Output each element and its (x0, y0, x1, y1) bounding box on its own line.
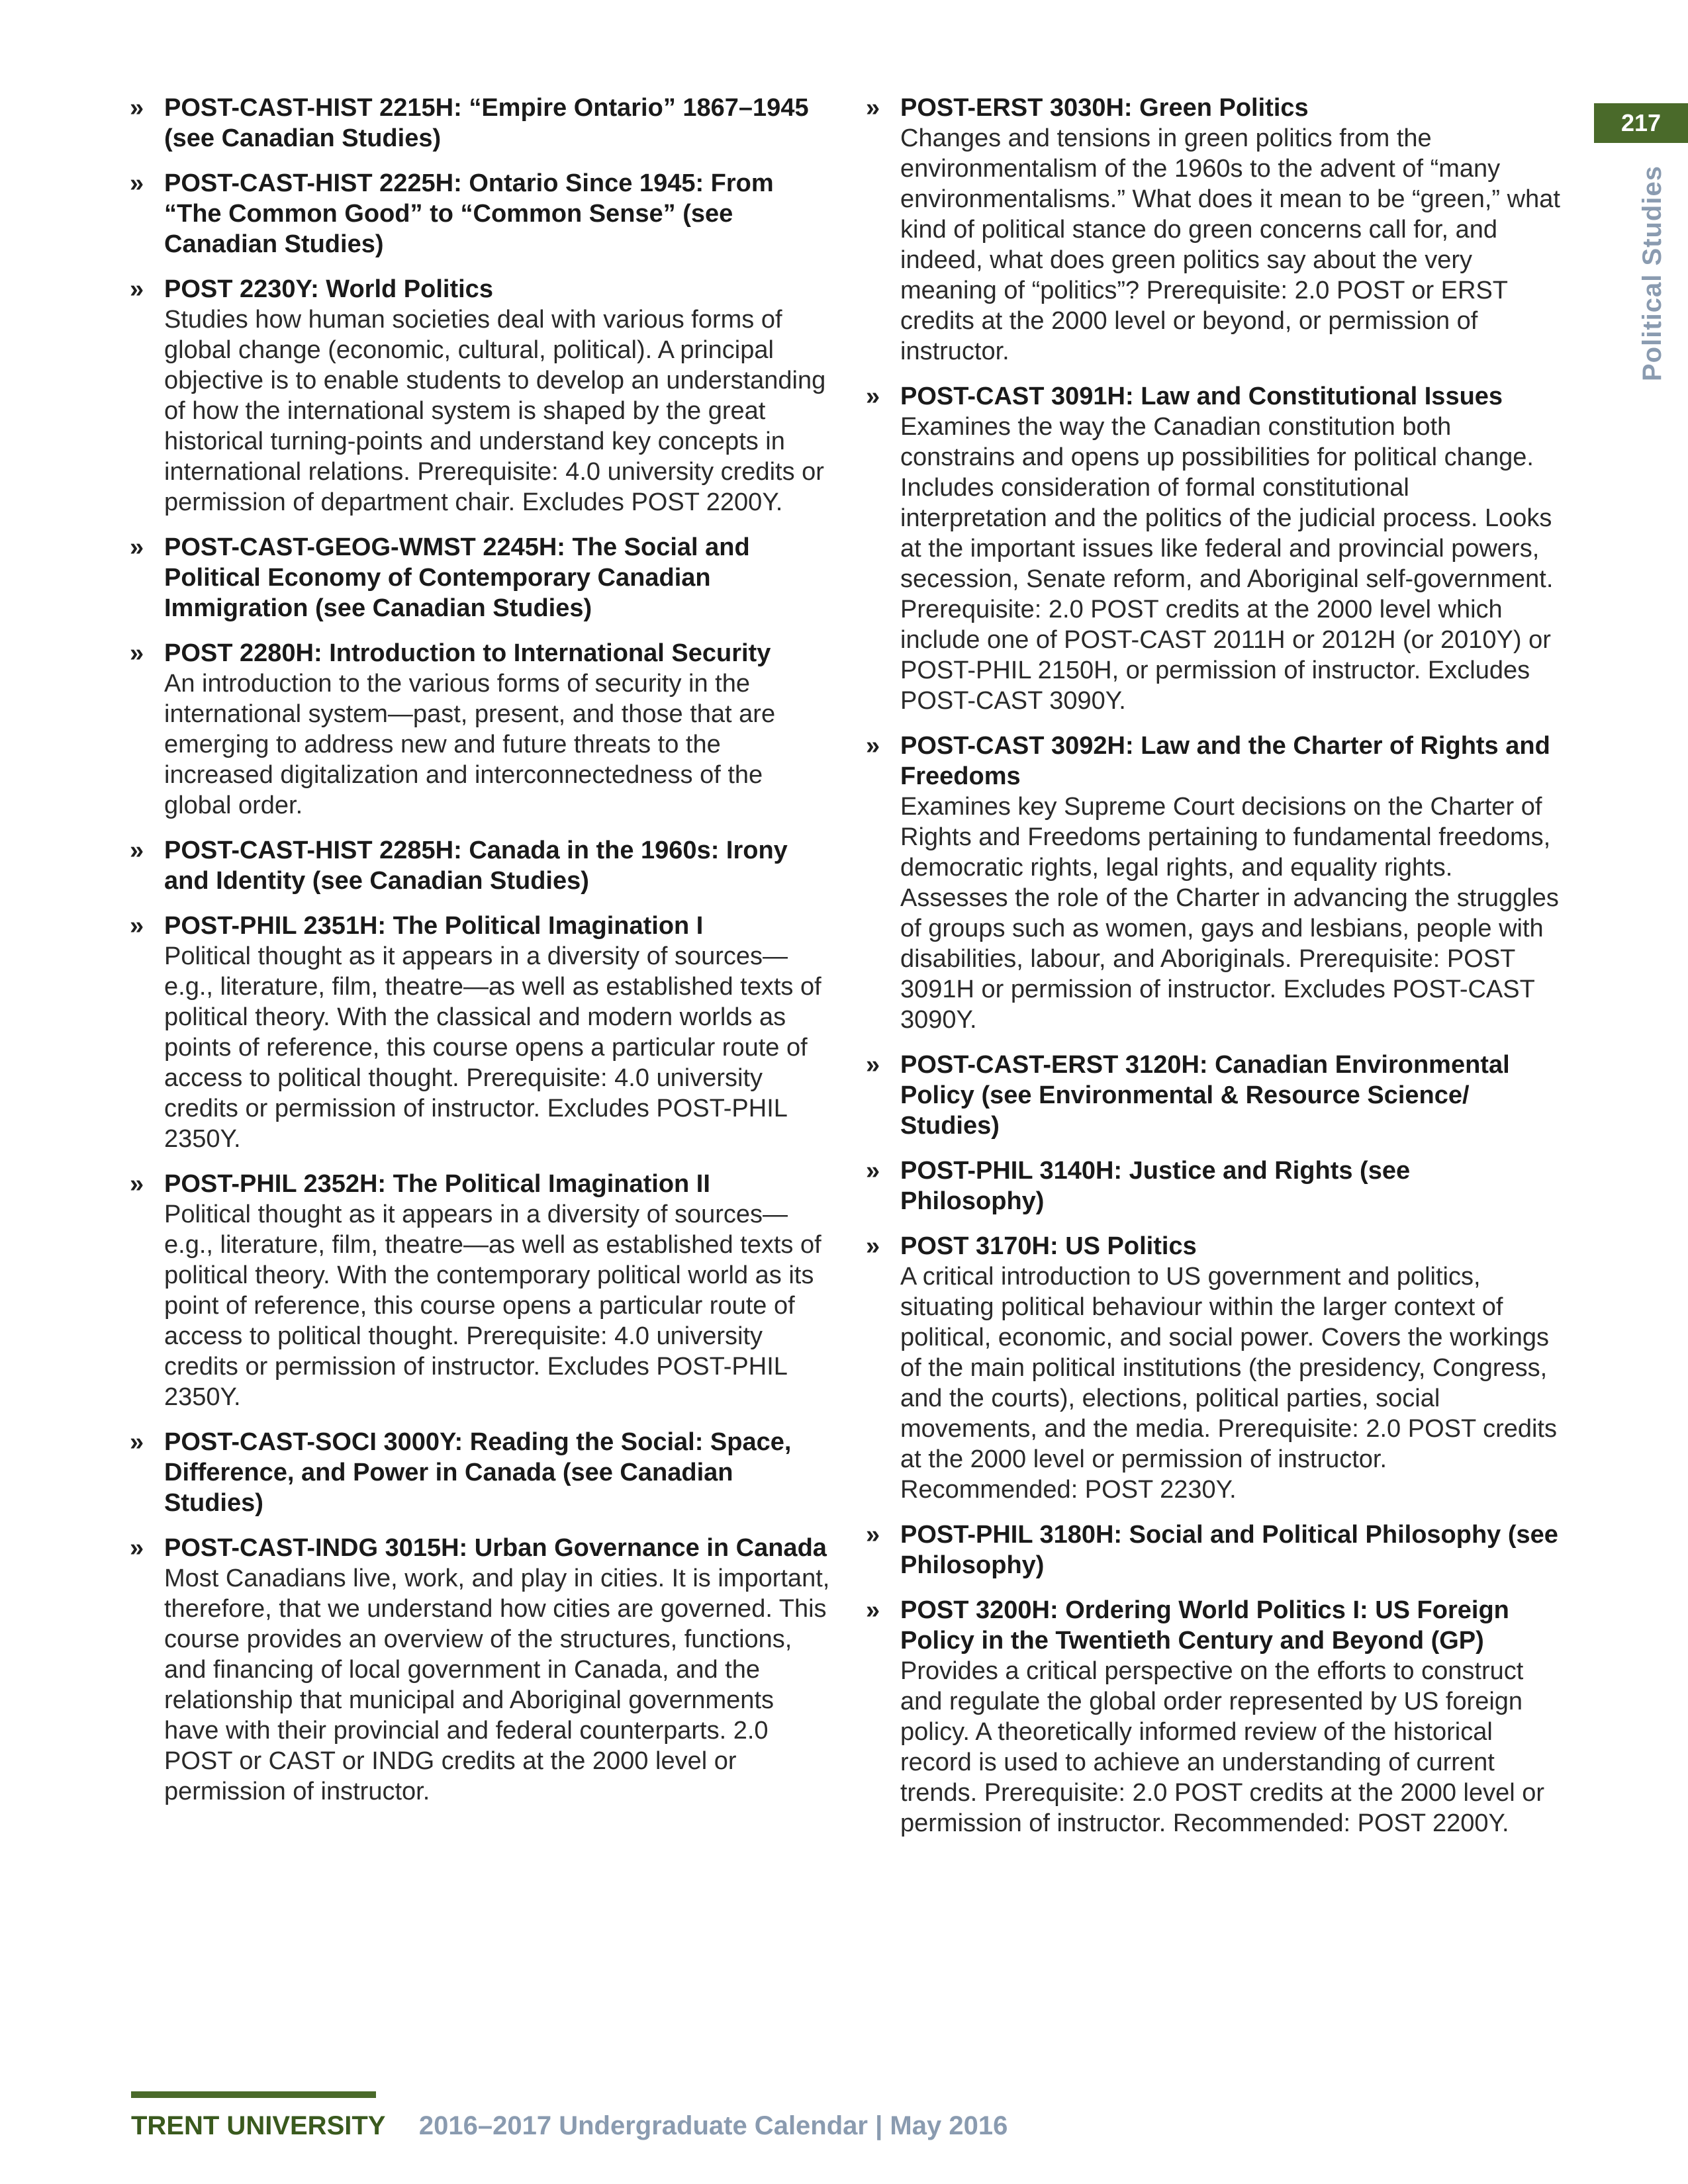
section-side-label-text: Political Studies (1638, 165, 1667, 381)
course-title: POST-PHIL 3140H: Justice and Rights (see Philosophy) (900, 1157, 1411, 1215)
course-title: POST 3200H: Ordering World Politics I: US Foreign Policy in the Twentieth Century and Beyond (GP) (900, 1596, 1509, 1655)
course-description: A critical introduction to US government and politics, situating political behaviour within the larger context of political, economic, and social power. Covers the workings of the main political institutions (the presidency, Congress, and the courts), elections, political parties, social movements, and the media. Prerequisite: 2.0 POST credits at the 2000 level or permission of instructor. Recommended: POST 2230Y. (900, 1263, 1557, 1504)
course-entry (866, 1050, 1561, 1141)
course-entry (130, 1533, 831, 1807)
bullet-marker: » (866, 1521, 880, 1549)
course-description: Changes and tensions in green politics from the environmentalism of the 1960s to the advent of “many environmentalisms.” What does it mean to be “green,” what kind of political stance do green concerns call for, and indeed, what does green politics say about the very meaning of “politics”? Prerequisite: 2.0 POST or ERST credits at the 2000 level or beyond, or permission of instructor. (900, 124, 1560, 365)
bullet-marker: » (130, 1534, 144, 1562)
course-description: Examines key Supreme Court decisions on the Charter of Rights and Freedoms pertaining to fundamental freedoms, democratic rights, legal rights, and equality rights. Assesses the role of the Charter in advancing the struggles of groups such as women, gays and lesbians, people with disabilities, labour, and Aboriginals. Prerequisite: POST 3091H or permission of instructor. Excludes POST-CAST 3090Y. (900, 793, 1559, 1034)
bullet-marker: » (130, 639, 144, 667)
course-title: POST-PHIL 3180H: Social and Political Philosophy (see Philosophy) (900, 1521, 1558, 1579)
course-title: POST-PHIL 2352H: The Political Imagination II (164, 1170, 710, 1198)
course-title: POST-CAST-INDG 3015H: Urban Governance in Canada (164, 1534, 827, 1562)
course-entry (130, 274, 831, 518)
course-description: Provides a critical perspective on the efforts to construct and regulate the global order represented by US foreign policy. A theoretically informed review of the historical record is used to achieve an understanding of current trends. Prerequisite: 2.0 POST credits at the 2000 level or permission of instructor. Recommended: POST 2200Y. (900, 1657, 1545, 1837)
page-number-badge: 217 (1594, 103, 1688, 143)
bullet-marker: » (130, 275, 144, 303)
course-description: Examines the way the Canadian constitution both constrains and opens up possibilities for political change. Includes consideration of formal constitutional interpretation and the politics of the judicial process. Looks at the important issues like federal and provincial powers, secession, Senate reform, and Aboriginal self-government. Prerequisite: 2.0 POST credits at the 2000 level which include one of POST-CAST 2011H or 2012H (or 2010Y) or POST-PHIL 2150H, or permission of instructor. Excludes POST-CAST 3090Y. (900, 413, 1554, 715)
bullet-marker: » (130, 837, 144, 864)
course-entry (130, 638, 831, 821)
course-entry (130, 93, 831, 154)
course-title: POST 2280H: Introduction to International Security (164, 639, 771, 667)
footer (131, 2111, 1008, 2141)
course-entry (130, 911, 831, 1154)
footer-university: TRENT UNIVERSITY (131, 2111, 385, 2140)
course-title: POST-CAST 3091H: Law and Constitutional Issues (900, 383, 1503, 410)
bullet-marker: » (130, 1428, 144, 1456)
footer-calendar: 2016–2017 Undergraduate Calendar | May 2016 (418, 2111, 1008, 2140)
course-title: POST-PHIL 2351H: The Political Imagination I (164, 912, 704, 940)
course-entry (866, 93, 1561, 367)
bullet-marker: » (866, 94, 880, 122)
course-entry (866, 1231, 1561, 1505)
course-title: POST-CAST-HIST 2225H: Ontario Since 1945: From “The Common Good” to “Common Sense” (see Canadian Studies) (164, 169, 774, 258)
course-title: POST-CAST-HIST 2215H: “Empire Ontario” 1867–1945 (see Canadian Studies) (164, 94, 809, 152)
course-title: POST-CAST-ERST 3120H: Canadian Environmental Policy (see Environmental & Resource Science/ Studies) (900, 1051, 1510, 1140)
bullet-marker: » (866, 1051, 880, 1079)
course-entry (130, 1169, 831, 1412)
course-entry (130, 532, 831, 623)
footer-rule (131, 2091, 376, 2098)
bullet-marker: » (866, 732, 880, 760)
course-description: Most Canadians live, work, and play in cities. It is important, therefore, that we understand how cities are governed. This course provides an overview of the structures, functions, and financing of local government in Canada, and the relationship that municipal and Aboriginal governments have with their provincial and federal counterparts. 2.0 POST or CAST or INDG credits at the 2000 level or permission of instructor. (164, 1565, 830, 1805)
bullet-marker: » (130, 94, 144, 122)
course-title: POST-CAST 3092H: Law and the Charter of Rights and Freedoms (900, 732, 1550, 790)
course-title: POST-ERST 3030H: Green Politics (900, 94, 1309, 122)
course-title: POST 2230Y: World Politics (164, 275, 493, 303)
bullet-marker: » (130, 169, 144, 197)
course-description: Studies how human societies deal with various forms of global change (economic, cultural, political). A principal objective is to enable students to develop an understanding of how the international system is shaped by the great historical turning-points and understand key concepts in international relations. Prerequisite: 4.0 university credits or permission of department chair. Excludes POST 2200Y. (164, 306, 826, 516)
bullet-marker: » (866, 383, 880, 410)
bullet-marker: » (130, 912, 144, 940)
bullet-marker: » (866, 1157, 880, 1185)
course-description: Political thought as it appears in a diversity of sources—e.g., literature, film, theatre—as well as established texts of political theory. With the contemporary political world as its point of reference, this course opens a particular route of access to political thought. Prerequisite: 4.0 university credits or permission of instructor. Excludes POST-PHIL 2350Y. (164, 1201, 821, 1411)
course-entry (866, 1156, 1561, 1216)
course-title: POST-CAST-SOCI 3000Y: Reading the Social: Space, Difference, and Power in Canada (see Canadian Studies) (164, 1428, 792, 1517)
course-entry (866, 1520, 1561, 1580)
left-column (130, 93, 831, 1821)
bullet-marker: » (866, 1232, 880, 1260)
course-entry (866, 731, 1561, 1035)
course-description: An introduction to the various forms of security in the international system—past, present, and those that are emerging to address new and future threats to the increased digitalization and interconnectedness of the global order. (164, 670, 776, 819)
course-entry (866, 381, 1561, 716)
course-entry (866, 1595, 1561, 1839)
bullet-marker: » (130, 1170, 144, 1198)
course-description: Political thought as it appears in a diversity of sources—e.g., literature, film, theatre—as well as established texts of political theory. With the classical and modern worlds as points of reference, this course opens a particular route of access to political thought. Prerequisite: 4.0 university credits or permission of instructor. Excludes POST-PHIL 2350Y. (164, 942, 821, 1153)
bullet-marker: » (130, 533, 144, 561)
course-title: POST 3170H: US Politics (900, 1232, 1197, 1260)
right-column (866, 93, 1561, 1853)
course-entry (130, 835, 831, 896)
course-entry (130, 168, 831, 259)
course-title: POST-CAST-GEOG-WMST 2245H: The Social and Political Economy of Contemporary Canadian Immigration (see Canadian Studies) (164, 533, 750, 622)
course-title: POST-CAST-HIST 2285H: Canada in the 1960s: Irony and Identity (see Canadian Studies) (164, 837, 788, 895)
course-entry (130, 1427, 831, 1518)
bullet-marker: » (866, 1596, 880, 1624)
